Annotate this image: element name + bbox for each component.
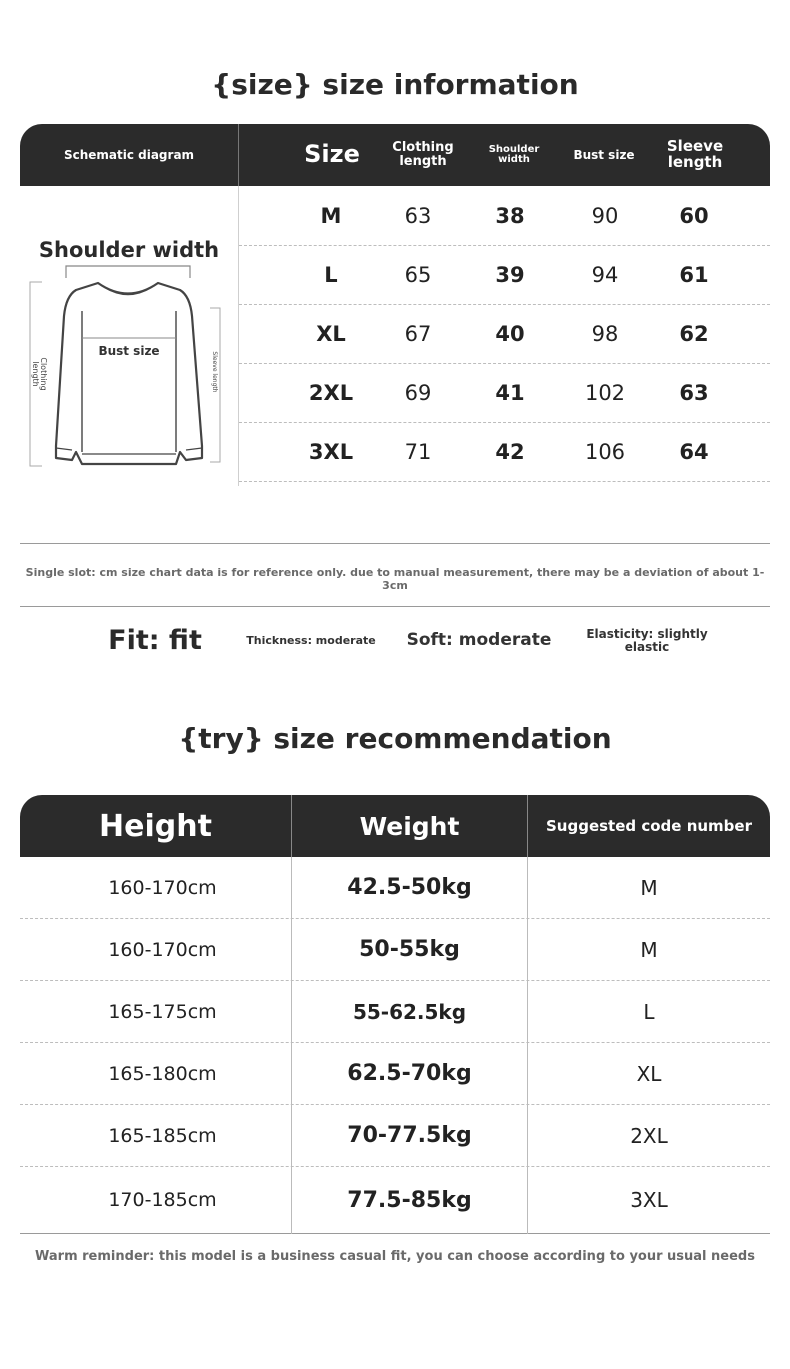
size-cell: 3XL <box>308 439 354 464</box>
sweater-diagram <box>20 186 238 486</box>
diagram-bust-size-label: Bust size <box>98 344 160 358</box>
sleeve-length-cell: 61 <box>679 262 709 287</box>
height-cell: 160-170cm <box>108 938 217 961</box>
recommendation-title: {try} size recommendation <box>178 722 612 755</box>
height-cell: 165-175cm <box>108 1000 217 1023</box>
bust-size-cell: 90 <box>591 203 619 228</box>
sleeve-length-cell: 62 <box>679 321 709 346</box>
recommendation-row <box>20 1167 770 1234</box>
header-bust-size: Bust size <box>573 147 635 162</box>
code-cell: M <box>640 937 658 962</box>
schematic-diagram-label: Schematic diagram <box>63 148 195 162</box>
size-table-header <box>20 124 770 186</box>
height-cell: 160-170cm <box>108 876 217 899</box>
size-row <box>239 422 770 482</box>
header-shoulder-width: Shoulder width <box>488 143 540 165</box>
code-cell: L <box>643 999 655 1024</box>
bust-size-cell: 94 <box>591 262 619 287</box>
elasticity-label: Elasticity: slightly elastic <box>586 627 708 654</box>
header-suggested-code: Suggested code number <box>546 817 752 835</box>
measurement-note: Single slot: cm size chart data is for reference only. due to manual measurement, there may be a deviation of about 1-3cm <box>25 566 765 592</box>
header-weight: Weight <box>359 811 460 841</box>
soft-label: Soft: moderate <box>406 630 552 651</box>
size-row <box>239 363 770 423</box>
size-info-title: {size} size information <box>211 68 579 101</box>
weight-cell: 70-77.5kg <box>347 1123 472 1148</box>
header-size: Size <box>304 140 360 169</box>
size-cell: XL <box>316 321 346 346</box>
bust-size-cell: 106 <box>584 439 626 464</box>
shoulder-width-cell: 41 <box>495 380 525 405</box>
thickness-label: Thickness: moderate <box>246 634 376 648</box>
column-divider <box>291 857 292 1234</box>
height-cell: 165-185cm <box>108 1124 217 1147</box>
height-cell: 165-180cm <box>108 1062 217 1085</box>
recommendation-row <box>20 981 770 1043</box>
recommendation-row <box>20 857 770 919</box>
clothing-length-cell: 65 <box>404 262 432 287</box>
recommendation-row <box>20 919 770 981</box>
recommendation-row <box>20 1043 770 1105</box>
size-row <box>239 245 770 305</box>
weight-cell: 62.5-70kg <box>347 1061 472 1086</box>
weight-cell: 55-62.5kg <box>352 999 467 1024</box>
clothing-length-cell: 67 <box>404 321 432 346</box>
header-height: Height <box>99 808 212 844</box>
recommendation-row <box>20 1105 770 1167</box>
size-cell: 2XL <box>308 380 354 405</box>
weight-cell: 50-55kg <box>359 937 460 962</box>
diagram-clothing-length-label: Clothing length <box>31 357 48 391</box>
code-cell: XL <box>636 1061 662 1086</box>
sleeve-length-cell: 64 <box>679 439 709 464</box>
sweater-outline-icon <box>20 186 238 486</box>
header-clothing-length: Clothing length <box>392 140 454 169</box>
warm-reminder: Warm reminder: this model is a business casual fit, you can choose according to your usual needs <box>35 1249 755 1264</box>
sleeve-length-cell: 63 <box>679 380 709 405</box>
weight-cell: 77.5-85kg <box>347 1187 472 1213</box>
bust-size-cell: 102 <box>584 380 626 405</box>
shoulder-width-cell: 39 <box>495 262 525 287</box>
clothing-length-cell: 63 <box>404 203 432 228</box>
recommendation-table-header <box>20 795 770 857</box>
shoulder-width-cell: 42 <box>495 439 525 464</box>
size-row <box>239 304 770 364</box>
code-cell: 2XL <box>630 1123 668 1148</box>
header-sleeve-length: Sleeve length <box>666 137 724 171</box>
column-divider <box>527 857 528 1234</box>
clothing-length-cell: 71 <box>404 439 432 464</box>
code-cell: 3XL <box>630 1188 668 1212</box>
weight-cell: 42.5-50kg <box>347 875 472 900</box>
height-cell: 170-185cm <box>108 1189 217 1211</box>
header-divider <box>238 124 239 186</box>
fit-label: Fit: fit <box>108 624 202 656</box>
diagram-sleeve-length-label: Sleeve length <box>211 351 218 393</box>
shoulder-width-cell: 40 <box>495 321 525 346</box>
shoulder-width-cell: 38 <box>495 203 525 228</box>
size-cell: L <box>324 262 338 287</box>
size-row <box>239 186 770 246</box>
bust-size-cell: 98 <box>591 321 619 346</box>
clothing-length-cell: 69 <box>404 380 432 405</box>
divider <box>20 543 770 544</box>
diagram-shoulder-width-label: Shoulder width <box>38 238 220 262</box>
code-cell: M <box>640 875 658 900</box>
divider <box>20 606 770 607</box>
size-cell: M <box>320 203 342 228</box>
sleeve-length-cell: 60 <box>679 203 709 228</box>
